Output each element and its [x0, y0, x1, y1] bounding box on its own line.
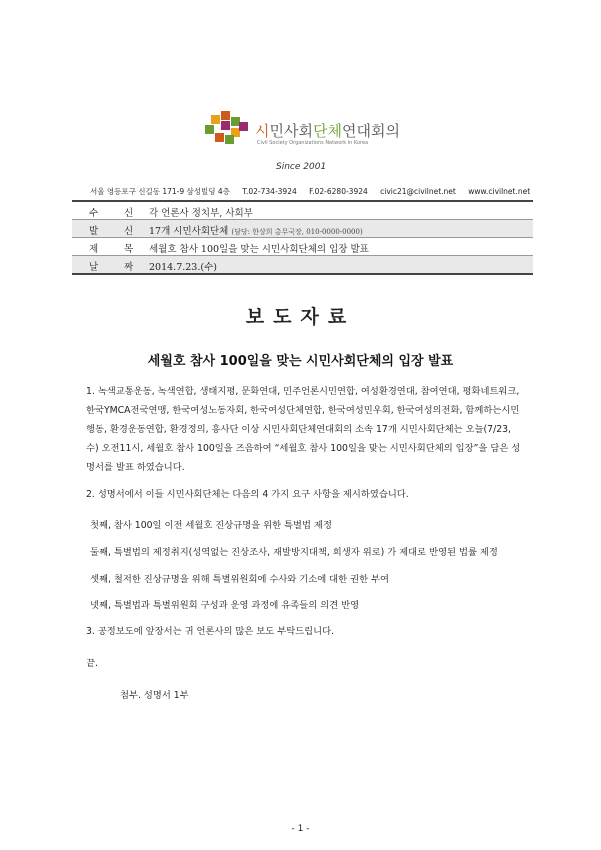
header-value: 2014.7.23.(수) — [149, 262, 217, 273]
contact-line — [90, 186, 530, 197]
header-label: 날 — [89, 262, 99, 273]
contact-email: civic21@civilnet.net — [380, 187, 456, 196]
header-row-date — [72, 256, 533, 275]
demand-item: 셋째, 철저한 진상규명을 위해 특별위원회에 수사와 기소에 대한 권한 부여 — [90, 574, 389, 585]
demand-item: 둘째, 특별법의 제정취지(성역없는 진상조사, 재발방지대책, 희생자 위로) 가 제대로 반영된 법률 제정 — [90, 547, 498, 558]
end-mark: 끝. — [86, 658, 98, 669]
header-value: 각 언론사 정치부, 사회부 — [149, 208, 253, 219]
contact-address: 서울 영등포구 신길동 171-9 삼성빌딩 4층 — [90, 187, 230, 196]
header-row-subject — [72, 238, 533, 256]
document-title: 보도자료 — [245, 306, 356, 328]
contact-fax: F.02-6280-3924 — [309, 187, 368, 196]
page-number: - 1 - — [291, 824, 310, 834]
document-subtitle: 세월호 참사 100일을 맞는 시민사회단체의 입장 발표 — [147, 354, 454, 369]
header-value: 17개 시민사회단체 (담당: 한상희 총무국장, 010-0000-0000) — [149, 226, 363, 237]
demand-item: 넷째, 특별법과 특별위원회 구성과 운영 과정에 유족들의 의견 반영 — [90, 600, 360, 611]
since-label: Since 2001 — [276, 162, 327, 172]
logo-subtitle: Civil Society Organizations Network in Korea — [257, 140, 369, 146]
header-label: 제 — [89, 244, 99, 255]
header-label: 신 — [124, 226, 134, 237]
header-label: 수 — [89, 208, 99, 219]
body-item-2: 2. 성명서에서 이들 시민사회단체는 다음의 4 가지 요구 사항을 제시하였습니다. — [86, 489, 409, 500]
header-label: 짜 — [124, 262, 134, 273]
attachment-note: 첨부. 성명서 1부 — [120, 690, 189, 701]
demand-item: 첫째, 참사 100일 이전 세월호 진상규명을 위한 특별법 제정 — [90, 520, 332, 531]
header-row-sender — [72, 220, 533, 238]
contact-web: www.civilnet.net — [468, 187, 531, 196]
organization-logo — [205, 111, 405, 151]
header-row-recipient — [72, 202, 533, 220]
header-note: (담당: 한상희 총무국장, 010-0000-0000) — [231, 228, 363, 236]
header-label: 목 — [124, 244, 134, 255]
header-table — [72, 200, 533, 275]
body-item-1: 1. 녹색교통운동, 녹색연합, 생태지평, 문화연대, 민주언론시민연합, 여성환경연대, 참여연대, 평화네트워크, 한국YMCA전국연맹, 한국여성노동자회, 한국여성단체연합, 한국여성민우회, 한국여성의전화, 함께하는시민행동, 환경운동연합, 환경정의, 흥사단 이상 시민사회단체연대회의 소속 17개 시민사회단체는 오늘(7/23, 수) 오전11시, 세월호 참사 100일을 즈음하여 “세월호 참사 100일을 맞는 시민사회단체의 입장”을 담은 성명서를 발표 하였습니다. — [86, 386, 521, 473]
header-value: 세월호 참사 100일을 맞는 시민사회단체의 입장 발표 — [149, 244, 369, 255]
header-label: 신 — [124, 208, 134, 219]
contact-tel: T.02-734-3924 — [242, 187, 297, 196]
logo-title: 시민사회단체연대회의 — [255, 122, 400, 140]
logo-mark-icon — [205, 111, 249, 145]
header-label: 발 — [89, 226, 99, 237]
body-item-3: 3. 공정보도에 앞장서는 귀 언론사의 많은 보도 부탁드립니다. — [86, 626, 335, 637]
